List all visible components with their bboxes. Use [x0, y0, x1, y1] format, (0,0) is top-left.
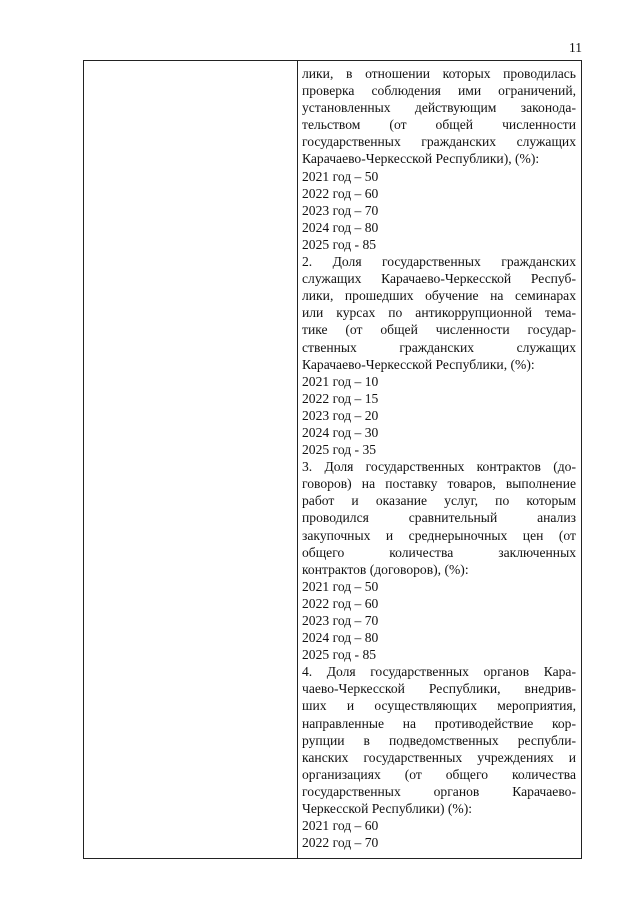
year-value: 2022 год – 15	[302, 390, 379, 406]
text-line: Черкесской Республики) (%):	[302, 801, 473, 817]
text-line: организациях (от общего количества	[302, 766, 576, 782]
text-line: 2. Доля государственных гражданских	[302, 254, 576, 270]
text-line: 4. Доля государственных органов Кара-	[302, 664, 576, 680]
text-line: ственных гражданских служащих	[302, 339, 576, 355]
year-value: 2021 год – 50	[302, 168, 379, 184]
year-value: 2025 год - 35	[302, 442, 377, 458]
year-value: 2022 год – 70	[302, 835, 379, 851]
year-value: 2023 год – 20	[302, 407, 379, 423]
text-line: тельством (от общей численности	[302, 117, 576, 133]
indicator-3-values	[302, 578, 576, 663]
text-line: ших и осуществляющих мероприятия,	[302, 698, 576, 714]
indicator-4-values	[302, 817, 576, 851]
year-value: 2021 год – 10	[302, 373, 379, 389]
year-value: 2025 год - 85	[302, 647, 377, 663]
year-value: 2022 год – 60	[302, 185, 379, 201]
indicator-2-values	[302, 373, 576, 458]
text-line: лики, прошедших обучение на семинарах	[302, 288, 576, 304]
text-line: проводился сравнительный анализ	[302, 510, 576, 526]
text-line: тике (от общей численности государ-	[302, 322, 576, 338]
text-line: установленных действующим законода-	[302, 100, 576, 116]
program-table	[83, 60, 582, 859]
year-value: 2023 год – 70	[302, 613, 379, 628]
text-line: Карачаево-Черкесской Республики, (%):	[302, 356, 535, 372]
year-value: 2024 год – 80	[302, 630, 379, 646]
indicator-3	[302, 458, 576, 578]
year-value: 2021 год – 50	[302, 578, 379, 594]
indicator-2	[302, 253, 576, 373]
text-line: рупции в подведомственных республи-	[302, 732, 576, 748]
text-line: контрактов (договоров), (%):	[302, 561, 469, 577]
column-divider	[297, 61, 298, 858]
text-line: Карачаево-Черкесской Республики), (%):	[302, 151, 540, 167]
page-number: 11	[569, 40, 582, 55]
table-right-cell	[302, 65, 576, 851]
text-line: закупочных и среднерыночных цен (от	[302, 527, 576, 543]
text-line: канских государственных учреждениях и	[302, 749, 576, 765]
year-value: 2024 год – 80	[302, 219, 379, 235]
text-line: проверка соблюдения ими ограничений,	[302, 83, 576, 99]
year-value: 2024 год – 30	[302, 424, 379, 440]
text-line: государственных органов Карачаево-	[302, 783, 576, 799]
text-line: чаево-Черкесской Республики, внедрив-	[302, 681, 576, 697]
text-line: работ и оказание услуг, по которым	[302, 493, 576, 509]
year-value: 2023 год – 70	[302, 202, 379, 218]
year-value: 2025 год - 85	[302, 236, 377, 252]
indicator-1-continued	[302, 65, 576, 168]
text-line: говоров) на поставку товаров, выполнение	[302, 476, 576, 492]
text-line: служащих Карачаево-Черкесской Респуб-	[302, 271, 576, 287]
text-line: лики, в отношении которых проводилась	[302, 66, 576, 81]
text-line: общего количества заключенных	[302, 544, 576, 560]
text-line: государственных гражданских служащих	[302, 134, 576, 150]
text-line: направленные на противодействие кор-	[302, 715, 576, 731]
text-line: или курсах по антикоррупционной тема-	[302, 305, 576, 321]
indicator-4	[302, 663, 576, 817]
table-left-cell	[84, 61, 297, 858]
text-line: 3. Доля государственных контрактов (до-	[302, 459, 576, 475]
year-value: 2022 год – 60	[302, 595, 379, 611]
year-value: 2021 год – 60	[302, 818, 379, 834]
indicator-1-values	[302, 168, 576, 253]
